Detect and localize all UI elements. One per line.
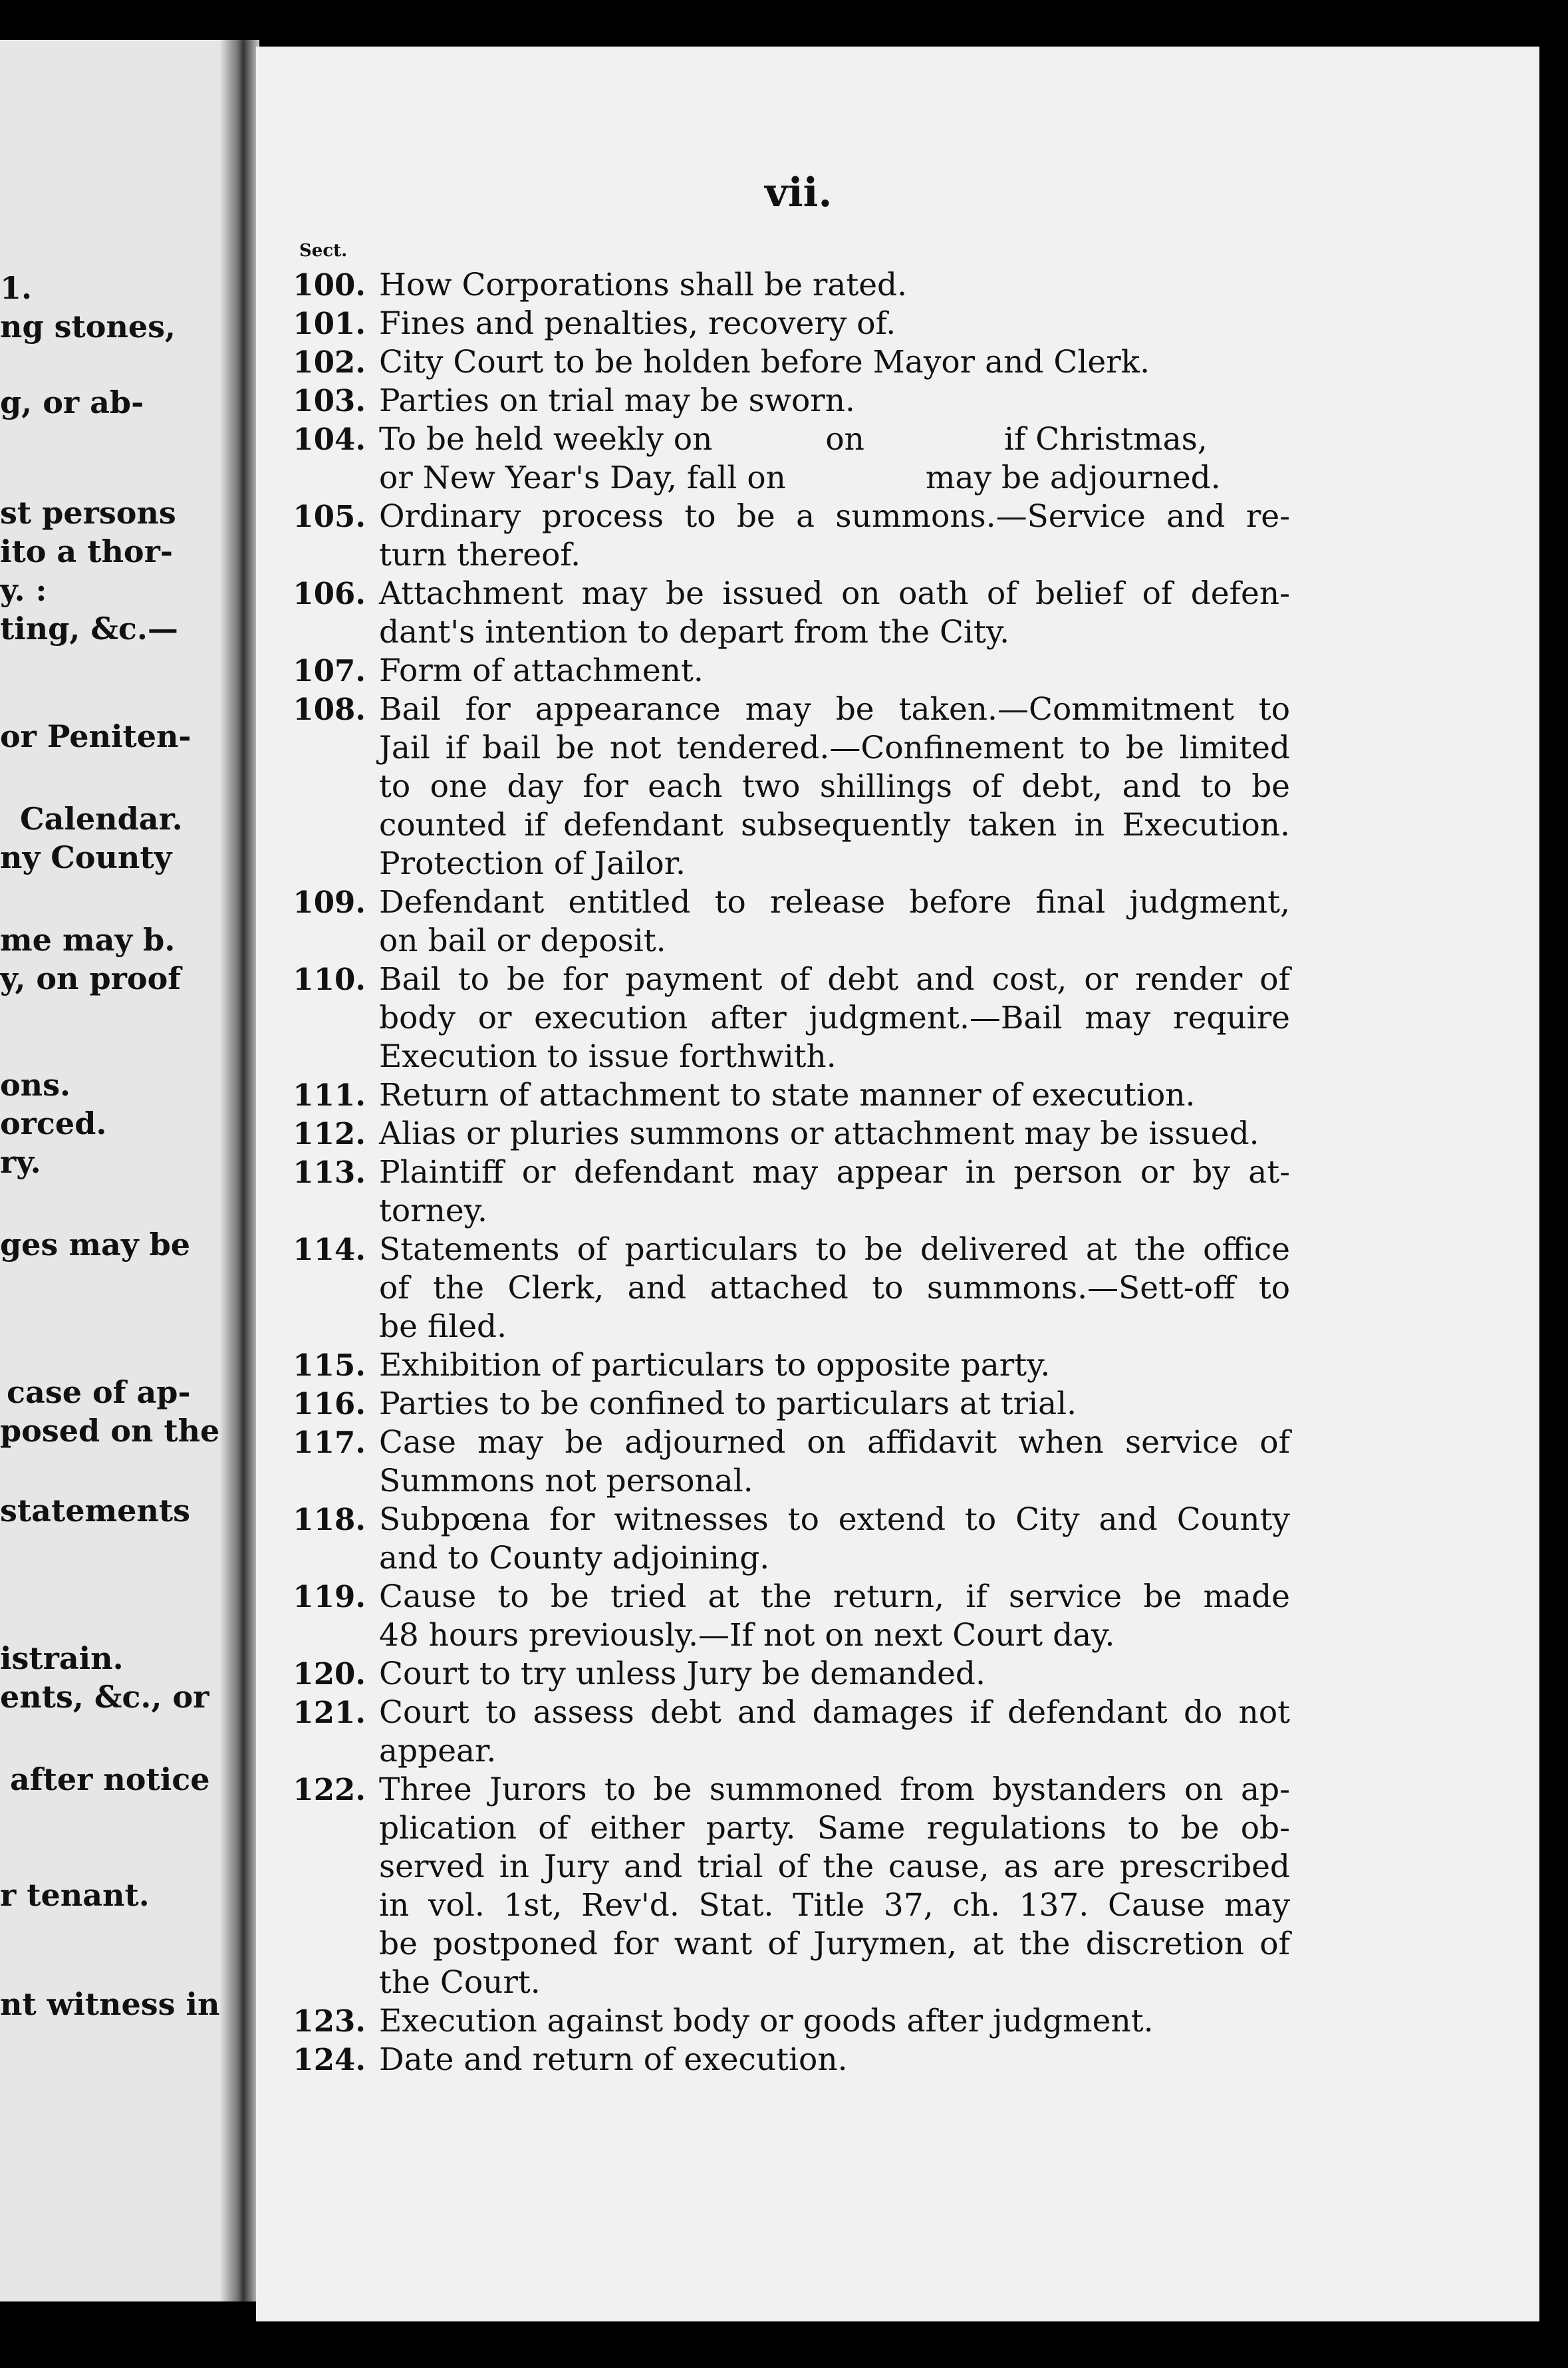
description-line: body or execution after judgment.—Bail may require: [379, 1000, 1290, 1036]
index-entry-100: [286, 266, 1297, 305]
index-entry-104: [286, 420, 1297, 498]
left-fragment-line: me may b.: [0, 922, 176, 958]
description-line: To be held weekly on on if Christmas,: [379, 421, 1208, 458]
section-description: [379, 1385, 1290, 1423]
index-entry-108: [286, 690, 1297, 883]
description-line: Statements of particulars to be delivered at the office: [379, 1231, 1290, 1268]
description-line: Return of attachment to state manner of execution.: [379, 1077, 1196, 1113]
description-line: served in Jury and trial of the cause, as are prescribed: [379, 1849, 1290, 1885]
section-number: 116.: [293, 1386, 366, 1421]
section-description: [379, 575, 1290, 652]
section-description: [379, 2002, 1290, 2041]
section-description: [379, 1578, 1290, 1655]
description-line: Alias or pluries summons or attachment may be issued.: [379, 1115, 1259, 1152]
section-description: [379, 961, 1290, 1076]
left-fragment-line: g, or ab-: [0, 384, 144, 420]
section-number: 109.: [293, 885, 366, 920]
index-entry-103: [286, 382, 1297, 420]
description-line: Fines and penalties, recovery of.: [379, 305, 896, 342]
description-line: Parties on trial may be sworn.: [379, 382, 855, 419]
section-description: [379, 382, 1290, 420]
index-entry-116: [286, 1385, 1297, 1423]
section-description: [379, 498, 1290, 575]
section-description: [379, 883, 1290, 961]
left-fragment-line: ges may be: [0, 1227, 190, 1262]
description-line: torney.: [379, 1193, 487, 1229]
left-fragment-line: posed on the: [0, 1413, 220, 1449]
description-line: City Court to be holden before Mayor and Clerk.: [379, 344, 1150, 380]
description-line: Ordinary process to be a summons.—Service and re-: [379, 498, 1290, 535]
description-line: on bail or deposit.: [379, 923, 666, 959]
section-description: [379, 1153, 1290, 1231]
index-entry-115: [286, 1346, 1297, 1385]
description-line: Date and return of execution.: [379, 2041, 848, 2078]
section-number: 103.: [293, 383, 366, 418]
description-line: Cause to be tried at the return, if service be made: [379, 1578, 1290, 1615]
description-line: to one day for each two shillings of debt, and to be: [379, 768, 1290, 805]
left-fragment-line: r tenant.: [0, 1877, 150, 1913]
index-entry-102: [286, 343, 1297, 382]
section-description: [379, 1771, 1290, 2002]
description-line: be filed.: [379, 1308, 507, 1345]
section-number: 114.: [293, 1232, 366, 1267]
left-fragment-line: or Peniten-: [0, 718, 192, 754]
left-fragment-line: ry.: [0, 1144, 41, 1180]
index-entry-110: [286, 961, 1297, 1076]
description-line: turn thereof.: [379, 537, 581, 573]
description-line: Court to try unless Jury be demanded.: [379, 1656, 985, 1692]
index-entry-120: [286, 1655, 1297, 1694]
description-line: counted if defendant subsequently taken in Execution.: [379, 807, 1290, 843]
index-entry-107: [286, 652, 1297, 690]
description-line: Case may be adjourned on affidavit when service of: [379, 1424, 1290, 1461]
section-description: [379, 1076, 1290, 1115]
section-description: [379, 1115, 1290, 1153]
section-description: [379, 420, 1290, 498]
section-number: 118.: [293, 1502, 366, 1537]
description-line: Form of attachment.: [379, 653, 704, 689]
left-fragment-line: nt witness in: [0, 1986, 220, 2022]
index-entry-101: [286, 305, 1297, 343]
left-page-fragment: [0, 40, 236, 2301]
section-number: 112.: [293, 1116, 366, 1151]
section-number: 119.: [293, 1579, 366, 1614]
index-entry-114: [286, 1231, 1297, 1346]
section-number: 113.: [293, 1155, 366, 1190]
description-line: dant's intention to depart from the City.: [379, 614, 1010, 651]
section-description: [379, 652, 1290, 690]
section-number: 110.: [293, 962, 366, 997]
description-line: Bail for appearance may be taken.—Commitment to: [379, 691, 1290, 728]
section-number: 120.: [293, 1656, 366, 1692]
section-number: 121.: [293, 1695, 366, 1730]
left-fragment-line: ents, &c., or: [0, 1679, 209, 1715]
section-description: [379, 2041, 1290, 2079]
section-number: 115.: [293, 1348, 366, 1383]
left-fragment-line: 1.: [0, 270, 33, 306]
section-description: [379, 1501, 1290, 1578]
description-line: Defendant entitled to release before final judgment,: [379, 884, 1290, 921]
section-description: [379, 266, 1290, 305]
left-fragment-line: after notice: [10, 1761, 210, 1797]
section-number: 106.: [293, 576, 366, 611]
description-line: plication of either party. Same regulations to be ob-: [379, 1810, 1290, 1847]
description-line: Execution against body or goods after judgment.: [379, 2003, 1154, 2039]
left-fragment-line: istrain.: [0, 1640, 124, 1676]
description-line: Plaintiff or defendant may appear in person or by at-: [379, 1154, 1290, 1191]
left-fragment-line: orced.: [0, 1106, 107, 1141]
description-line: Bail to be for payment of debt and cost, or render of: [379, 961, 1290, 998]
description-line: or New Year's Day, fall on may be adjourned.: [379, 460, 1221, 496]
description-line: Jail if bail be not tendered.—Confinement to be limited: [379, 730, 1290, 766]
index-entry-121: [286, 1694, 1297, 1771]
index-entry-123: [286, 2002, 1297, 2041]
description-line: Court to assess debt and damages if defendant do not: [379, 1694, 1290, 1731]
description-line: Subpœna for witnesses to extend to City and County: [379, 1501, 1290, 1538]
section-number: 117.: [293, 1425, 366, 1460]
description-line: Parties to be confined to particulars at trial.: [379, 1386, 1077, 1422]
section-index-list: [286, 266, 1297, 2079]
description-line: Summons not personal.: [379, 1463, 753, 1499]
section-description: [379, 305, 1290, 343]
section-description: [379, 690, 1290, 883]
description-line: How Corporations shall be rated.: [379, 267, 908, 303]
section-number: 105.: [293, 499, 366, 534]
index-entry-105: [286, 498, 1297, 575]
section-number: 101.: [293, 306, 366, 341]
section-number: 122.: [293, 1772, 366, 1807]
left-fragment-line: st persons: [0, 495, 176, 531]
index-entry-119: [286, 1578, 1297, 1655]
section-description: [379, 1346, 1290, 1385]
description-line: the Court.: [379, 1964, 541, 2001]
index-entry-124: [286, 2041, 1297, 2079]
section-number: 108.: [293, 692, 366, 727]
left-fragment-line: y. :: [0, 572, 47, 608]
description-line: in vol. 1st, Rev'd. Stat. Title 37, ch. 137. Cause may: [379, 1887, 1290, 1924]
left-fragment-line: ny County: [0, 839, 172, 875]
index-entry-117: [286, 1423, 1297, 1501]
index-entry-106: [286, 575, 1297, 652]
index-entry-111: [286, 1076, 1297, 1115]
left-fragment-line: ons.: [0, 1067, 71, 1103]
section-number: 104.: [293, 422, 366, 457]
section-column-label: Sect.: [299, 241, 348, 261]
left-fragment-line: ting, &c.—: [0, 611, 178, 647]
description-line: Three Jurors to be summoned from bystanders on ap-: [379, 1771, 1290, 1808]
description-line: Attachment may be issued on oath of belief of defen-: [379, 575, 1290, 612]
left-fragment-line: ng stones,: [0, 309, 176, 345]
description-line: and to County adjoining.: [379, 1540, 770, 1576]
left-fragment-line: statements: [0, 1493, 190, 1529]
right-page: [256, 47, 1539, 2321]
section-number: 107.: [293, 653, 366, 688]
section-number: 123.: [293, 2003, 366, 2039]
index-entry-112: [286, 1115, 1297, 1153]
section-description: [379, 343, 1290, 382]
index-entry-113: [286, 1153, 1297, 1231]
page-number: vii.: [765, 170, 833, 216]
section-description: [379, 1231, 1290, 1346]
section-description: [379, 1655, 1290, 1694]
section-description: [379, 1694, 1290, 1771]
description-line: Protection of Jailor.: [379, 845, 686, 882]
section-number: 100.: [293, 267, 366, 303]
book-gutter: [219, 40, 259, 2301]
index-entry-122: [286, 1771, 1297, 2002]
description-line: Exhibition of particulars to opposite party.: [379, 1347, 1051, 1384]
description-line: Execution to issue forthwith.: [379, 1038, 837, 1075]
left-fragment-line: Calendar.: [20, 801, 183, 837]
left-fragment-line: ito a thor-: [0, 533, 173, 569]
section-number: 111.: [293, 1078, 366, 1113]
left-fragment-line: case of ap-: [7, 1374, 191, 1410]
left-fragment-line: y, on proof: [0, 961, 182, 996]
description-line: 48 hours previously.—If not on next Court day.: [379, 1617, 1115, 1654]
description-line: of the Clerk, and attached to summons.—Sett-off to: [379, 1270, 1290, 1306]
section-number: 124.: [293, 2042, 366, 2077]
index-entry-118: [286, 1501, 1297, 1578]
section-number: 102.: [293, 345, 366, 380]
index-entry-109: [286, 883, 1297, 961]
description-line: appear.: [379, 1733, 497, 1769]
description-line: be postponed for want of Jurymen, at the discretion of: [379, 1926, 1290, 1962]
section-description: [379, 1423, 1290, 1501]
